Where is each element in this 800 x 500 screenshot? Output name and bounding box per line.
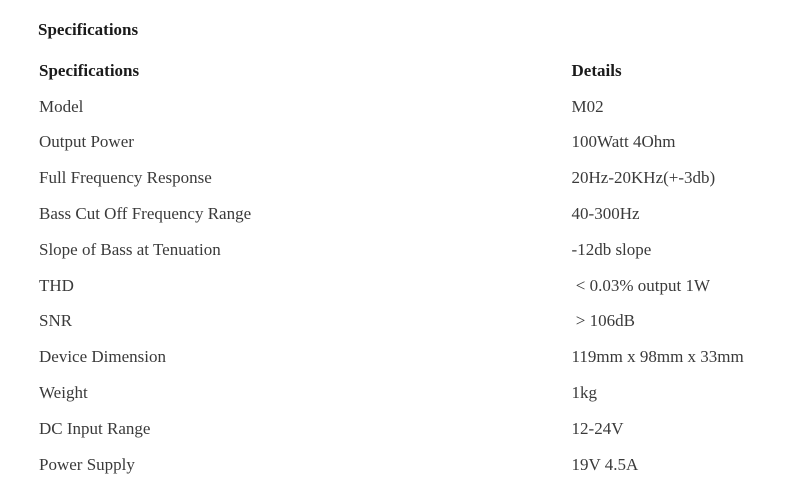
spec-name: Device Dimension bbox=[39, 347, 166, 367]
spec-value: > 106dB bbox=[571, 311, 635, 331]
table-row bbox=[29, 268, 789, 304]
spec-value: 100Watt 4Ohm bbox=[571, 132, 676, 152]
spec-value: 40-300Hz bbox=[571, 204, 640, 224]
spec-value: -12db slope bbox=[571, 239, 652, 259]
header-specifications: Specifications bbox=[39, 60, 140, 80]
table-header-row bbox=[29, 53, 789, 89]
spec-name: Output Power bbox=[39, 132, 134, 152]
table-row bbox=[29, 125, 789, 161]
spec-name: Bass Cut Off Frequency Range bbox=[39, 204, 252, 224]
table-row bbox=[29, 232, 789, 268]
spec-name: SNR bbox=[39, 311, 73, 331]
spec-name: Power Supply bbox=[39, 454, 135, 474]
spec-value: M02 bbox=[571, 96, 604, 116]
spec-name: Slope of Bass at Tenuation bbox=[39, 239, 221, 259]
spec-value: 19V 4.5A bbox=[571, 454, 639, 474]
table-row bbox=[29, 375, 789, 411]
table-row bbox=[29, 339, 789, 375]
spec-name: Full Frequency Response bbox=[39, 168, 212, 188]
section-title: Specifications bbox=[38, 20, 139, 39]
specifications-table bbox=[29, 53, 789, 483]
spec-name: THD bbox=[39, 275, 74, 295]
table-row bbox=[29, 160, 789, 196]
table-row bbox=[29, 196, 789, 232]
spec-value: 1kg bbox=[571, 383, 598, 403]
spec-value: 119mm x 98mm x 33mm bbox=[571, 347, 744, 367]
table-row bbox=[29, 411, 789, 447]
spec-name: Weight bbox=[39, 383, 88, 403]
table-row bbox=[29, 447, 789, 483]
spec-value: 20Hz-20KHz(+-3db) bbox=[571, 168, 716, 188]
table-row bbox=[29, 304, 789, 340]
table-row bbox=[29, 89, 789, 125]
spec-value: 12-24V bbox=[571, 418, 624, 438]
spec-name: DC Input Range bbox=[39, 418, 151, 438]
spec-value: < 0.03% output 1W bbox=[571, 275, 711, 295]
header-details: Details bbox=[571, 60, 622, 80]
spec-name: Model bbox=[39, 96, 84, 116]
